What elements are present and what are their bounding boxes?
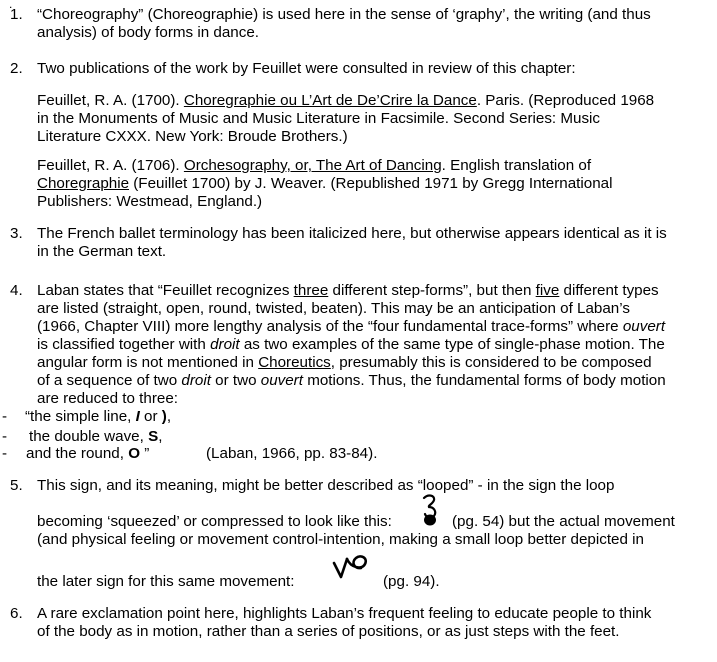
note-line: A rare exclamation point here, highlights Laban’s frequent feeling to educate people to think <box>37 605 652 622</box>
note-text: Choreutics <box>258 354 331 371</box>
note-text: three <box>293 282 329 299</box>
small-loop-sign-icon <box>332 552 374 580</box>
reference-title: Orchesography, or, The Art of Dancing <box>183 157 442 174</box>
note-number: 1. <box>10 6 23 23</box>
reference-title: Choregraphie ou L’Art de De’Crire la Dance <box>183 92 477 109</box>
note-text: the double wave, <box>29 428 149 445</box>
note-line: (and physical feeling or movement control-intention, making a small loop better depicted in <box>37 531 644 548</box>
reference-details: Publishers: Westmead, England.) <box>37 193 263 210</box>
note-text: different step-forms”, but then <box>328 282 536 299</box>
note-text: or two <box>210 372 261 389</box>
note-line: are reduced to three: <box>37 390 178 407</box>
reference-feuillet-1706 <box>37 157 707 211</box>
note-text: “the simple line, <box>25 408 136 425</box>
note-body <box>37 60 712 210</box>
note-text: becoming ‘squeezed’ or compressed to look like this: <box>37 513 392 530</box>
note-text: , presumably this is considered to be composed <box>330 354 652 371</box>
note-number: 6. <box>10 605 23 622</box>
note-text: , <box>166 408 172 425</box>
dash-bullet: - <box>2 428 8 445</box>
note-text: , <box>158 428 163 445</box>
reference-author: Feuillet, R. A. (1700). <box>37 92 184 109</box>
note-body <box>37 605 712 641</box>
note-body <box>37 225 712 261</box>
note-text: O <box>128 445 141 462</box>
note-text: (pg. 94). <box>383 573 440 590</box>
note-text: the later sign for this same movement: <box>37 573 295 590</box>
reference-details: (Feuillet 1700) by J. Weaver. (Republished 1971 by Gregg International <box>129 175 613 192</box>
reference-title: Choregraphie <box>37 175 130 192</box>
note-text: is classified together with <box>37 336 211 353</box>
note-text: motions. Thus, the fundamental forms of body motion <box>302 372 666 389</box>
reference-author: Feuillet, R. A. (1706). <box>37 157 184 174</box>
stray-mark: . <box>9 0 13 11</box>
dash-bullet: - <box>2 445 8 462</box>
note-number: 4. <box>10 282 23 299</box>
note-line: “Choreography” (Choreographie) is used here in the sense of ‘graphy’, the writing (and thus <box>37 6 651 23</box>
note-text: angular form is not mentioned in <box>37 354 259 371</box>
note-text: ) <box>161 408 167 425</box>
note-number: 2. <box>10 60 23 77</box>
note-text: I <box>135 408 140 425</box>
note-text: ouvert <box>622 318 666 335</box>
note-number: 3. <box>10 225 23 242</box>
note-text: of a sequence of two <box>37 372 182 389</box>
note-text: as two examples of the same type of single-phase motion. The <box>239 336 665 353</box>
note-line: in the German text. <box>37 243 167 260</box>
note-text: different types <box>559 282 659 299</box>
note-text: five <box>535 282 560 299</box>
note-text: ouvert <box>260 372 303 389</box>
note-line: The French ballet terminology has been italicized here, but otherwise appears identical as it is <box>37 225 667 242</box>
note-text: or <box>139 408 162 425</box>
citation: (Laban, 1966, pp. 83-84). <box>206 445 378 462</box>
note-number: 5. <box>10 477 23 494</box>
note-text: (1966, Chapter VIII) more lengthy analysis of the “four fundamental trace-forms” where <box>37 318 623 335</box>
note-body <box>37 6 712 42</box>
reference-details: in the Monuments of Music and Music Literature in Facsimile. Second Series: Music <box>37 110 601 127</box>
reference-details: . Paris. (Reproduced 1968 <box>476 92 655 109</box>
reference-details: Literature CXXX. New York: Broude Brothers.) <box>37 128 348 145</box>
note-line: Two publications of the work by Feuillet were consulted in review of this chapter: <box>37 60 576 77</box>
note-body <box>2 282 712 462</box>
note-line: of the body as in motion, rather than a series of positions, or as just steps with the feet. <box>37 623 620 640</box>
squeezed-loop-sign-icon <box>418 493 442 529</box>
note-text: ” <box>140 445 150 462</box>
note-text: (pg. 54) but the actual movement <box>452 513 675 530</box>
reference-feuillet-1700 <box>37 92 707 146</box>
note-line: are listed (straight, open, round, twisted, beaten). This may be an anticipation of Laban’s <box>37 300 630 317</box>
note-text: droit <box>181 372 211 389</box>
dash-bullet: - <box>2 408 8 425</box>
note-text: S <box>148 428 159 445</box>
note-text: and the round, <box>26 445 129 462</box>
note-text: Laban states that “Feuillet recognizes <box>37 282 294 299</box>
note-line: analysis) of body forms in dance. <box>37 24 260 41</box>
note-text: droit <box>210 336 240 353</box>
reference-details: . English translation of <box>441 157 592 174</box>
note-line: This sign, and its meaning, might be better described as “looped” - in the sign the loop <box>37 477 615 494</box>
